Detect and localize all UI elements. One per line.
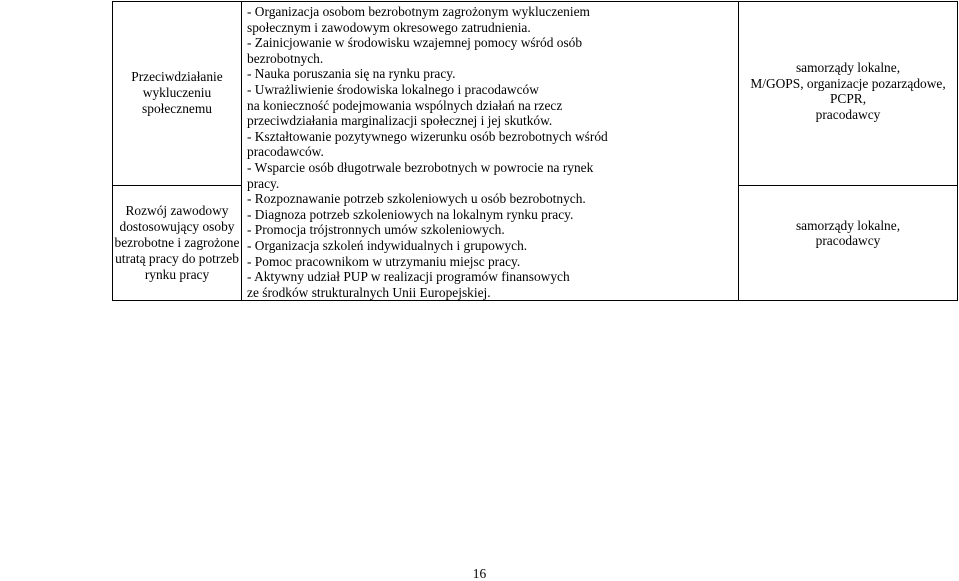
area-line: rynku pracy <box>144 267 210 283</box>
partners-cell <box>739 185 958 301</box>
action-line: - Zainicjowanie w środowisku wzajemnej pomocy wśród osób <box>247 35 583 51</box>
action-line: społecznym i zawodowym okresowego zatrudnienia. <box>247 19 531 35</box>
area-line: Przeciwdziałanie <box>131 69 223 85</box>
page-number: 16 <box>472 566 487 581</box>
area-line: utratą pracy do potrzeb <box>115 251 239 267</box>
action-line: - Promocja trójstronnych umów szkoleniowych. <box>247 222 505 238</box>
partner-line: PCPR, <box>829 91 867 107</box>
area-line: wykluczeniu <box>142 85 212 101</box>
area-line: Rozwój zawodowy <box>125 203 229 219</box>
action-line: - Wsparcie osób długotrwale bezrobotnych w powrocie na rynek <box>247 159 594 175</box>
action-line: pracodawców. <box>247 144 324 160</box>
partners-cell <box>739 2 958 186</box>
action-line: ze środków strukturalnych Unii Europejskiej. <box>247 284 491 300</box>
action-line: - Nauka poruszania się na rynku pracy. <box>247 66 456 82</box>
area-cell <box>113 2 242 186</box>
action-line: na konieczność podejmowania wspólnych działań na rzecz <box>247 97 563 113</box>
action-line: - Aktywny udział PUP w realizacji programów finansowych <box>247 269 570 285</box>
action-line: - Uwrażliwienie środowiska lokalnego i pracodawców <box>247 81 539 97</box>
partner-line: samorządy lokalne, <box>795 217 901 233</box>
area-line: bezrobotne i zagrożone <box>114 235 240 251</box>
action-line: - Organizacja osobom bezrobotnym zagrożonym wykluczeniem <box>247 4 590 19</box>
action-line: - Rozpoznawanie potrzeb szkoleniowych u osób bezrobotnych. <box>247 191 586 207</box>
area-line: społecznemu <box>142 101 212 117</box>
partner-line: pracodawcy <box>815 233 881 249</box>
action-line: - Diagnoza potrzeb szkoleniowych na lokalnym rynku pracy. <box>247 206 574 222</box>
partner-line: M/GOPS, organizacje pozarządowe, <box>750 75 946 91</box>
area-cell <box>113 185 242 301</box>
action-line: - Pomoc pracownikom w utrzymaniu miejsc pracy. <box>247 253 521 269</box>
action-line: - Kształtowanie pozytywnego wizerunku osób bezrobotnych wśród <box>247 128 608 144</box>
strategy-table <box>112 1 958 301</box>
actions-cell <box>242 2 739 301</box>
partner-line: samorządy lokalne, <box>795 60 901 75</box>
action-line: pracy. <box>247 175 280 191</box>
action-line: bezrobotnych. <box>247 50 324 66</box>
table-row <box>113 2 958 186</box>
area-line: dostosowujący osoby <box>119 219 235 235</box>
action-line: przeciwdziałania marginalizacji społecznej i jej skutków. <box>247 113 553 129</box>
partner-line: pracodawcy <box>815 106 881 122</box>
action-line: - Organizacja szkoleń indywidualnych i grupowych. <box>247 237 528 253</box>
